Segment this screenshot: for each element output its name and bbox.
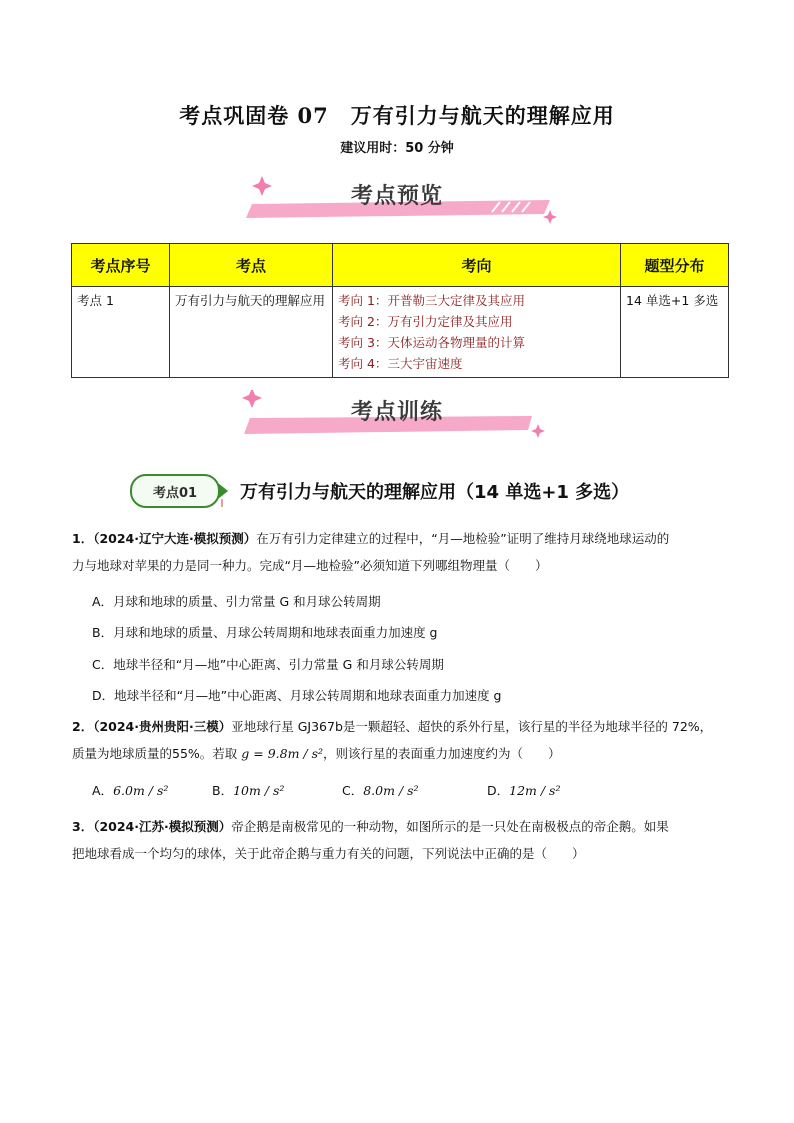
- question-text: 在万有引力定律建立的过程中，“月—地检验”证明了维持月球绕地球运动的: [256, 531, 670, 546]
- question-2: [72, 713, 732, 767]
- cell-directions: [333, 287, 621, 378]
- option-b: B．10m / s²: [212, 783, 285, 798]
- section-title: 万有引力与航天的理解应用（14 单选+1 多选）: [240, 482, 630, 503]
- col-header: 考向: [333, 244, 621, 287]
- question-text: 亚地球行星 GJ367b是一颗超轻、超快的系外行星，该行星的半径为地球半径的 72%，: [231, 719, 713, 734]
- question-3: [72, 813, 732, 867]
- formula: g = 9.8m / s²: [241, 746, 324, 761]
- direction-item: 考向 2：万有引力定律及其应用: [338, 314, 513, 329]
- page-subtitle: 建议用时：50 分钟: [340, 141, 454, 156]
- question-text: 把地球看成一个均匀的球体，关于此帝企鹅与重力有关的问题，下列说法中正确的是（ ）: [72, 846, 585, 861]
- preview-banner-text: 考点预览: [350, 183, 443, 209]
- overview-table: [71, 243, 729, 378]
- question-text: 力与地球对苹果的力是同一种力。完成“月—地检验”必须知道下列哪组物理量（ ）: [72, 558, 548, 573]
- question-1: [72, 525, 732, 579]
- option-c: C．地球半径和“月—地”中心距离、引力常量 G 和月球公转周期: [92, 657, 444, 672]
- question-source: 3．（2024·江苏·模拟预测）: [72, 819, 232, 834]
- cell-topic: 万有引力与航天的理解应用: [170, 287, 333, 378]
- question-source: 1．（2024·辽宁大连·模拟预测）: [72, 531, 257, 546]
- table-header-row: [72, 244, 729, 287]
- option-d: D．地球半径和“月—地”中心距离、月球公转周期和地球表面重力加速度 g: [92, 688, 502, 703]
- options-row: [92, 781, 560, 799]
- option-a: A．6.0m / s²: [92, 783, 169, 798]
- option-c: C．8.0m / s²: [342, 783, 419, 798]
- preview-banner: [232, 172, 562, 224]
- direction-item: 考向 3：天体运动各物理量的计算: [338, 335, 525, 350]
- col-header: 考点: [170, 244, 333, 287]
- question-text: ，则该行星的表面重力加速度约为（ ）: [323, 746, 561, 761]
- training-banner: [232, 390, 562, 442]
- col-header: 题型分布: [621, 244, 729, 287]
- question-text: 质量为地球质量的55%。若取: [72, 746, 242, 761]
- training-banner-text: 考点训练: [350, 399, 443, 425]
- question-source: 2．（2024·贵州贵阳·三模）: [72, 719, 232, 734]
- section-heading: [130, 473, 629, 509]
- table-row: [72, 287, 729, 378]
- direction-item: 考向 4：三大宇宙速度: [338, 356, 463, 371]
- page-title: 考点巩固卷 07 万有引力与航天的理解应用: [179, 103, 615, 128]
- col-header: 考点序号: [72, 244, 170, 287]
- option-b: B．月球和地球的质量、月球公转周期和地球表面重力加速度 g: [92, 625, 438, 640]
- option-d: D．12m / s²: [487, 783, 561, 798]
- arrow-icon: [216, 473, 230, 509]
- direction-item: 考向 1：开普勒三大定律及其应用: [338, 293, 525, 308]
- option-a: A．月球和地球的质量、引力常量 G 和月球公转周期: [92, 594, 381, 609]
- section-badge: 考点01: [130, 474, 220, 508]
- cell-distribution: 14 单选+1 多选: [621, 287, 729, 378]
- question-text: 帝企鹅是南极常见的一种动物，如图所示的是一只处在南极极点的帝企鹅。如果: [231, 819, 669, 834]
- cell-index: 考点 1: [72, 287, 170, 378]
